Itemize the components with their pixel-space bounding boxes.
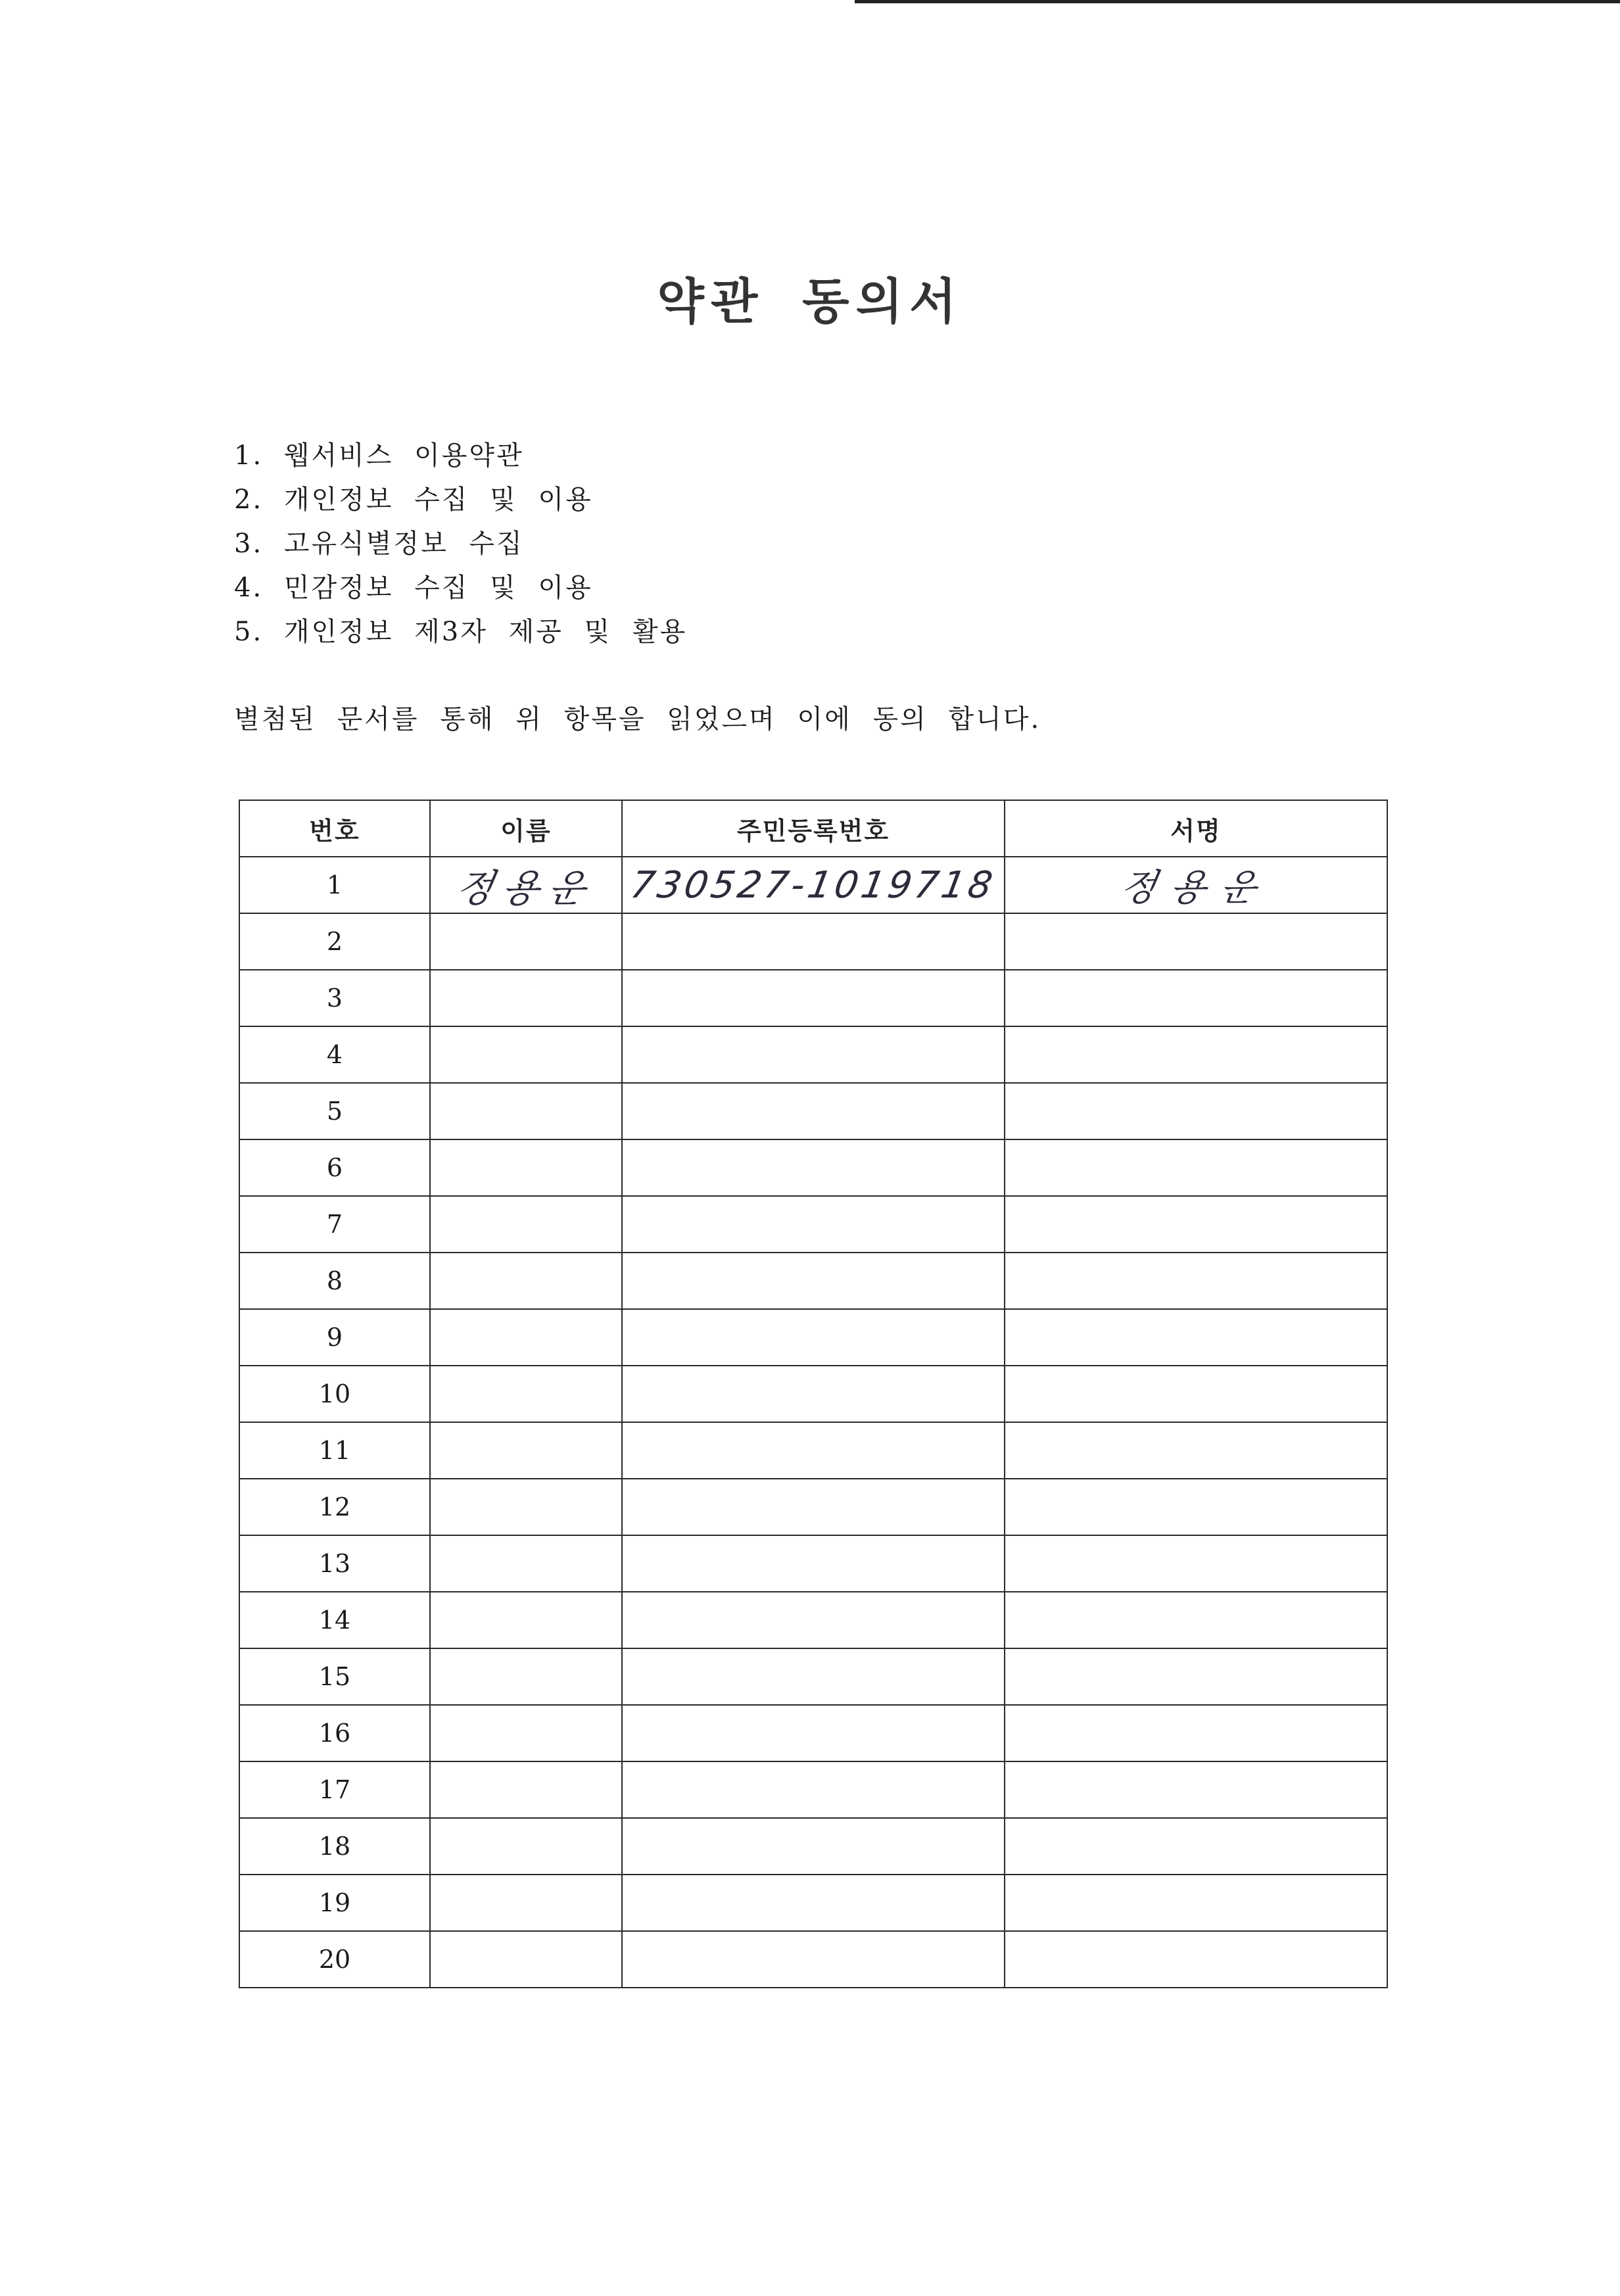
header-number: 번호 <box>239 800 430 857</box>
resident-id-cell <box>622 1648 1005 1705</box>
resident-id-cell <box>622 1931 1005 1988</box>
table-row <box>239 913 1387 970</box>
resident-id-cell <box>622 1083 1005 1139</box>
row-number-cell: 3 <box>239 970 430 1026</box>
name-cell <box>430 1309 622 1366</box>
page-title: 약관 동의서 <box>657 274 963 330</box>
term-item: 3. 고유식별정보 수집 <box>234 529 524 559</box>
table-row <box>239 1309 1387 1366</box>
name-cell <box>430 1366 622 1422</box>
handwritten-signature: 정용운 <box>1116 867 1275 909</box>
resident-id-cell <box>622 857 1005 913</box>
name-cell <box>430 1083 622 1139</box>
row-number-cell: 19 <box>239 1875 430 1931</box>
table-row <box>239 1705 1387 1761</box>
signature-cell <box>1005 1083 1387 1139</box>
handwritten-entry: 730527-1019718 <box>627 863 999 907</box>
name-cell <box>430 1139 622 1196</box>
signature-cell <box>1005 1705 1387 1761</box>
name-cell <box>430 1648 622 1705</box>
resident-id-cell <box>622 1479 1005 1535</box>
name-cell <box>430 913 622 970</box>
row-number-cell: 12 <box>239 1479 430 1535</box>
row-number-cell: 13 <box>239 1535 430 1592</box>
resident-id-cell <box>622 1592 1005 1648</box>
signature-cell <box>1005 1648 1387 1705</box>
signature-cell <box>1005 857 1387 913</box>
row-number-cell: 6 <box>239 1139 430 1196</box>
signature-cell <box>1005 1422 1387 1479</box>
resident-id-cell <box>622 1535 1005 1592</box>
signature-cell <box>1005 913 1387 970</box>
header-name: 이름 <box>430 800 622 857</box>
name-cell <box>430 1592 622 1648</box>
table-row <box>239 1196 1387 1253</box>
resident-id-cell <box>622 1253 1005 1309</box>
table-row <box>239 1026 1387 1083</box>
table-row <box>239 1875 1387 1931</box>
row-number-cell: 17 <box>239 1761 430 1818</box>
term-item: 2. 개인정보 수집 및 이용 <box>234 485 593 515</box>
signature-cell <box>1005 1761 1387 1818</box>
resident-id-cell <box>622 1422 1005 1479</box>
term-item: 4. 민감정보 수집 및 이용 <box>234 573 593 603</box>
signature-cell <box>1005 970 1387 1026</box>
resident-id-cell <box>622 1196 1005 1253</box>
resident-id-cell <box>622 1875 1005 1931</box>
name-cell <box>430 1026 622 1083</box>
name-cell <box>430 1196 622 1253</box>
table-row <box>239 1535 1387 1592</box>
term-item: 1. 웹서비스 이용약관 <box>234 441 524 471</box>
signature-cell <box>1005 1818 1387 1875</box>
row-number-cell: 16 <box>239 1705 430 1761</box>
row-number-cell: 7 <box>239 1196 430 1253</box>
row-number-cell: 15 <box>239 1648 430 1705</box>
table-row <box>239 1479 1387 1535</box>
resident-id-cell <box>622 913 1005 970</box>
resident-id-cell <box>622 1366 1005 1422</box>
resident-id-cell <box>622 1761 1005 1818</box>
row-number-cell: 1 <box>239 857 430 913</box>
table-row <box>239 1083 1387 1139</box>
row-number-cell: 11 <box>239 1422 430 1479</box>
term-item: 5. 개인정보 제3자 제공 및 활용 <box>234 617 688 647</box>
resident-id-cell <box>622 1705 1005 1761</box>
resident-id-cell <box>622 970 1005 1026</box>
table-row <box>239 970 1387 1026</box>
table-row <box>239 1139 1387 1196</box>
signature-cell <box>1005 1479 1387 1535</box>
signature-cell <box>1005 1026 1387 1083</box>
table-row <box>239 1761 1387 1818</box>
name-cell <box>430 1875 622 1931</box>
signature-cell <box>1005 1139 1387 1196</box>
signature-cell <box>1005 1366 1387 1422</box>
signature-cell <box>1005 1196 1387 1253</box>
row-number-cell: 4 <box>239 1026 430 1083</box>
table-row <box>239 1253 1387 1309</box>
name-cell <box>430 1253 622 1309</box>
table-row <box>239 1366 1387 1422</box>
name-cell <box>430 1422 622 1479</box>
row-number-cell: 2 <box>239 913 430 970</box>
signature-cell <box>1005 1592 1387 1648</box>
table-row <box>239 1592 1387 1648</box>
name-cell <box>430 1705 622 1761</box>
signature-cell <box>1005 1253 1387 1309</box>
resident-id-cell <box>622 1026 1005 1083</box>
table-row <box>239 1422 1387 1479</box>
table-row <box>239 857 1387 913</box>
handwritten-entry: 정용운 <box>452 866 599 911</box>
table-header-row <box>239 800 1387 857</box>
name-cell <box>430 1931 622 1988</box>
table-row <box>239 1931 1387 1988</box>
name-cell <box>430 1479 622 1535</box>
signature-cell <box>1005 1931 1387 1988</box>
row-number-cell: 9 <box>239 1309 430 1366</box>
signature-cell <box>1005 1875 1387 1931</box>
scan-edge-line <box>855 0 1620 3</box>
header-resident-id: 주민등록번호 <box>622 800 1005 857</box>
resident-id-cell <box>622 1309 1005 1366</box>
row-number-cell: 18 <box>239 1818 430 1875</box>
table-row <box>239 1818 1387 1875</box>
table-row <box>239 1648 1387 1705</box>
signature-cell <box>1005 1309 1387 1366</box>
row-number-cell: 8 <box>239 1253 430 1309</box>
row-number-cell: 10 <box>239 1366 430 1422</box>
name-cell <box>430 970 622 1026</box>
name-cell <box>430 1818 622 1875</box>
resident-id-cell <box>622 1818 1005 1875</box>
row-number-cell: 5 <box>239 1083 430 1139</box>
row-number-cell: 20 <box>239 1931 430 1988</box>
table-body <box>239 857 1387 1988</box>
consent-table <box>239 800 1388 1988</box>
name-cell <box>430 1761 622 1818</box>
terms-list <box>234 434 687 654</box>
name-cell <box>430 1535 622 1592</box>
row-number-cell: 14 <box>239 1592 430 1648</box>
consent-statement: 별첨된 문서를 통해 위 항목을 읽었으며 이에 동의 합니다. <box>234 704 1041 734</box>
name-cell <box>430 857 622 913</box>
signature-cell <box>1005 1535 1387 1592</box>
header-signature: 서명 <box>1005 800 1387 857</box>
resident-id-cell <box>622 1139 1005 1196</box>
